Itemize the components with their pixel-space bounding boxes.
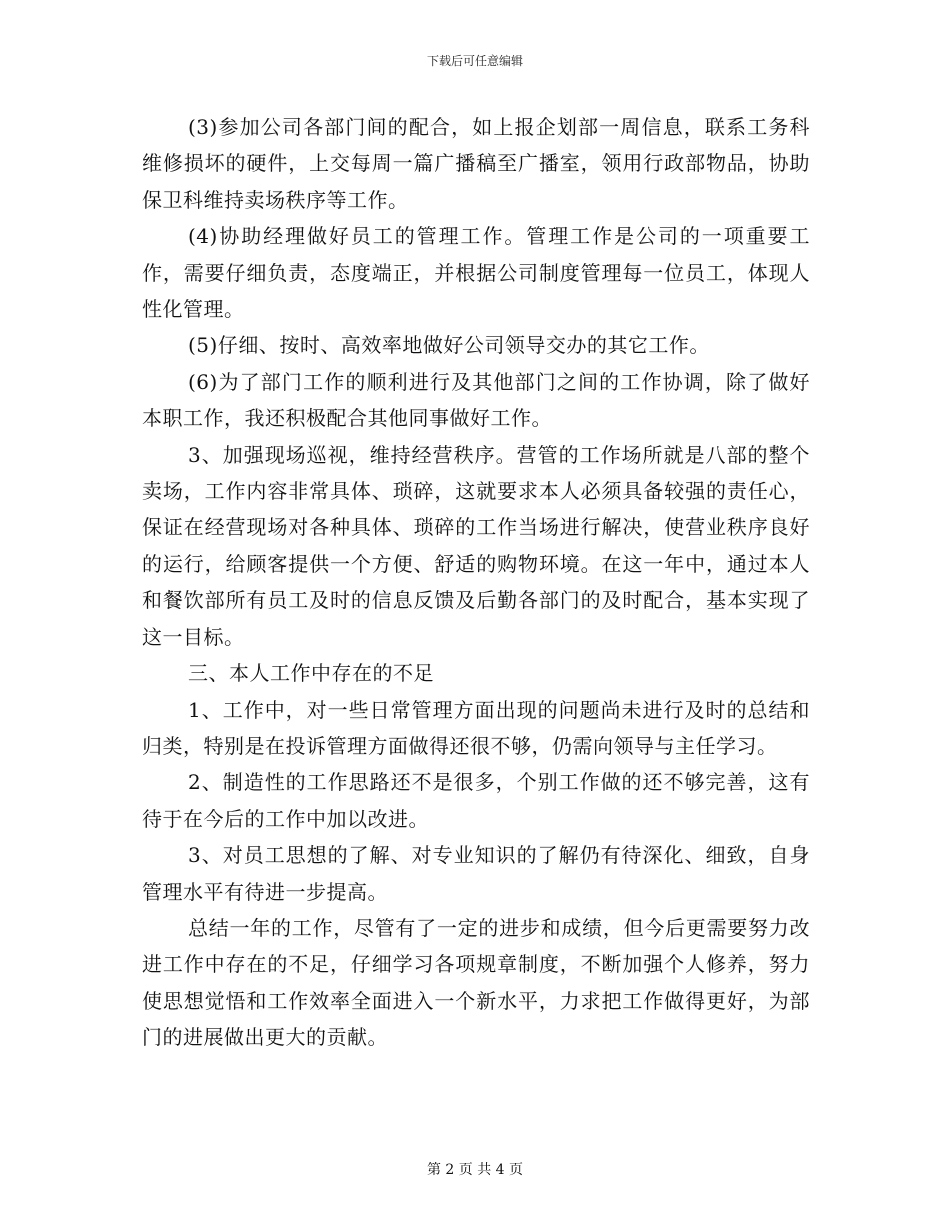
paragraph-section-3-site-inspection: 3、加强现场巡视，维持经营秩序。营管的工作场所就是八部的整个卖场，工作内容非常具体、琐碎，这就要求本人必须具备较强的责任心，保证在经营现场对各种具体、琐碎的工作当场进行解决，使营业秩序良好的运行，给顾客提供一个方便、舒适的购物环境。在这一年中，通过本人和餐饮部所有员工及时的信息反馈及后勤各部门的及时配合，基本实现了这一目标。 [142,442,810,649]
paragraph-shortcoming-3: 3、对员工思想的了解、对专业知识的了解仍有待深化、细致，自身管理水平有待进一步提高。 [142,843,810,904]
page-number: 第 2 页 共 4 页 [426,1162,524,1178]
paragraph-item-5: (5)仔细、按时、高效率地做好公司领导交办的其它工作。 [188,333,710,358]
paragraph-item-3: (3)参加公司各部门间的配合，如上报企划部一周信息，联系工务科维修损坏的硬件，上交每周一篇广播稿至广播室，领用行政部物品，协助保卫科维持卖场秩序等工作。 [142,115,810,212]
section-heading-shortcomings: 三、本人工作中存在的不足 [188,661,434,686]
paragraph-shortcoming-1: 1、工作中，对一些日常管理方面出现的问题尚未进行及时的总结和归类，特别是在投诉管理方面做得还很不够，仍需向领导与主任学习。 [142,697,810,758]
page-header-note: 下载后可任意编辑 [426,54,523,68]
paragraph-conclusion: 总结一年的工作，尽管有了一定的进步和成绩，但今后更需要努力改进工作中存在的不足，仔细学习各项规章制度，不断加强个人修养，努力使思想觉悟和工作效率全面进入一个新水平，力求把工作做得更好，为部门的进展做出更大的贡献。 [142,915,810,1050]
paragraph-item-4: (4)协助经理做好员工的管理工作。管理工作是公司的一项重要工作，需要仔细负责，态度端正，并根据公司制度管理每一位员工，体现人性化管理。 [142,224,810,322]
document-body [142,109,810,1056]
paragraph-item-6: (6)为了部门工作的顺利进行及其他部门之间的工作协调，除了做好本职工作，我还积极配合其他同事做好工作。 [142,369,810,431]
paragraph-shortcoming-2: 2、制造性的工作思路还不是很多，个别工作做的还不够完善，这有待于在今后的工作中加以改进。 [142,770,810,831]
